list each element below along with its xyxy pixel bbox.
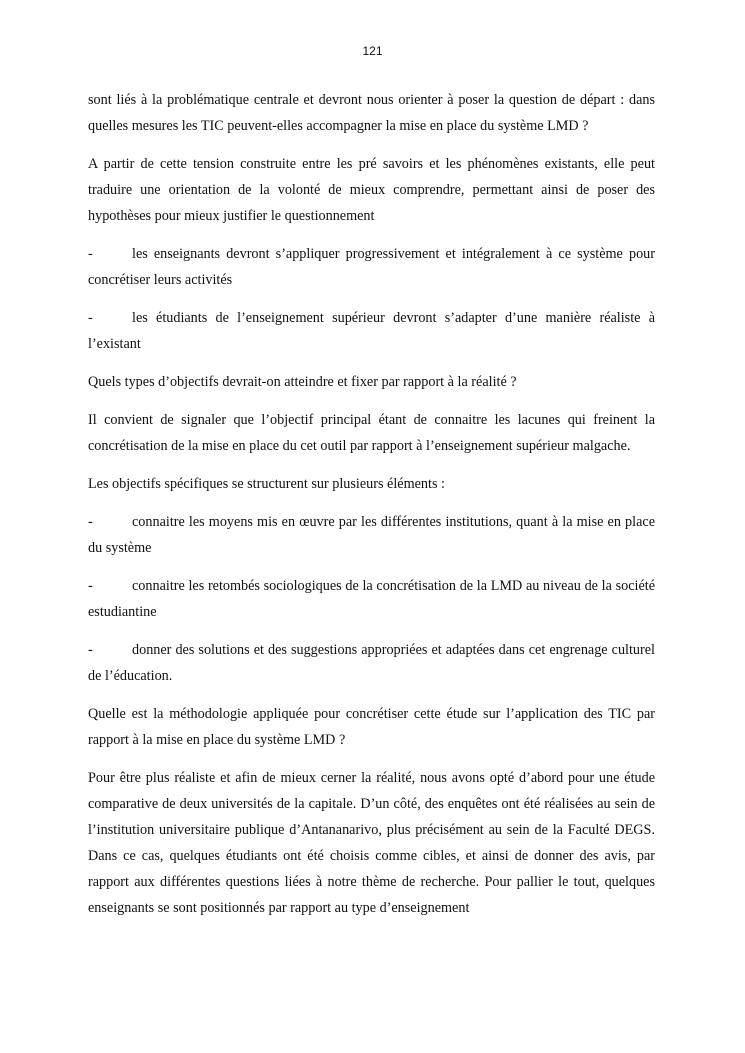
list-item-hypothese-enseignants xyxy=(88,241,655,293)
paragraph-methodologie: Pour être plus réaliste et afin de mieux cerner la réalité, nous avons opté d’abord pour une étude comparative de deux universités de la capitale. D’un côté, des enquêtes ont été réalisées au sein de l’institution universitaire publique d’Antananarivo, plus précisément au sein de la Faculté DEGS. Dans ce cas, quelques étudiants ont été choisis comme cibles, et ainsi de donner des avis, par rapport aux différentes questions liées à notre thème de recherche. Pour pallier le tout, quelques enseignants se sont positionnés par rapport au type d’enseignement xyxy=(88,770,655,916)
paragraph-question-objectifs: Quels types d’objectifs devrait-on atteindre et fixer par rapport à la réalité ? xyxy=(88,374,517,390)
paragraph-problematique: sont liés à la problématique centrale et devront nous orienter à poser la question de départ : dans quelles mesures les TIC peuvent-elles accompagner la mise en place du système LMD ? xyxy=(88,92,655,134)
list-item-objectif-solutions xyxy=(88,637,655,689)
paragraph-tension: A partir de cette tension construite entre les pré savoirs et les phénomènes existants, elle peut traduire une orientation de la volonté de mieux comprendre, permettant ainsi de poser des hypothèses pour mieux justifier le questionnement xyxy=(88,156,655,224)
bullet-dash: - xyxy=(88,310,93,326)
paragraph-objectif-principal: Il convient de signaler que l’objectif principal étant de connaitre les lacunes qui freinent la concrétisation de la mise en place du cet outil par rapport à l’enseignement supérieur malgache. xyxy=(88,412,655,454)
list-item-text: donner des solutions et des suggestions appropriées et adaptées dans cet engrenage culturel de l’éducation. xyxy=(88,642,655,684)
bullet-dash: - xyxy=(88,514,93,530)
paragraph-objectifs-specifiques: Les objectifs spécifiques se structurent sur plusieurs éléments : xyxy=(88,476,445,492)
list-item-objectif-moyens xyxy=(88,509,655,561)
paragraph-question-methodologie: Quelle est la méthodologie appliquée pour concrétiser cette étude sur l’application des TIC par rapport à la mise en place du système LMD ? xyxy=(88,706,655,748)
bullet-dash: - xyxy=(88,246,93,262)
page-number: 121 xyxy=(362,44,383,58)
bullet-dash: - xyxy=(88,642,93,658)
list-item-objectif-retombes xyxy=(88,573,655,625)
list-item-text: connaitre les retombés sociologiques de la concrétisation de la LMD au niveau de la société estudiantine xyxy=(88,578,655,620)
list-item-hypothese-etudiants xyxy=(88,305,655,357)
list-item-text: les enseignants devront s’appliquer progressivement et intégralement à ce système pour concrétiser leurs activités xyxy=(88,246,655,288)
document-body xyxy=(88,87,655,933)
list-item-text: les étudiants de l’enseignement supérieur devront s’adapter d’une manière réaliste à l’existant xyxy=(88,310,655,352)
list-item-text: connaitre les moyens mis en œuvre par les différentes institutions, quant à la mise en place du système xyxy=(88,514,655,556)
bullet-dash: - xyxy=(88,578,93,594)
